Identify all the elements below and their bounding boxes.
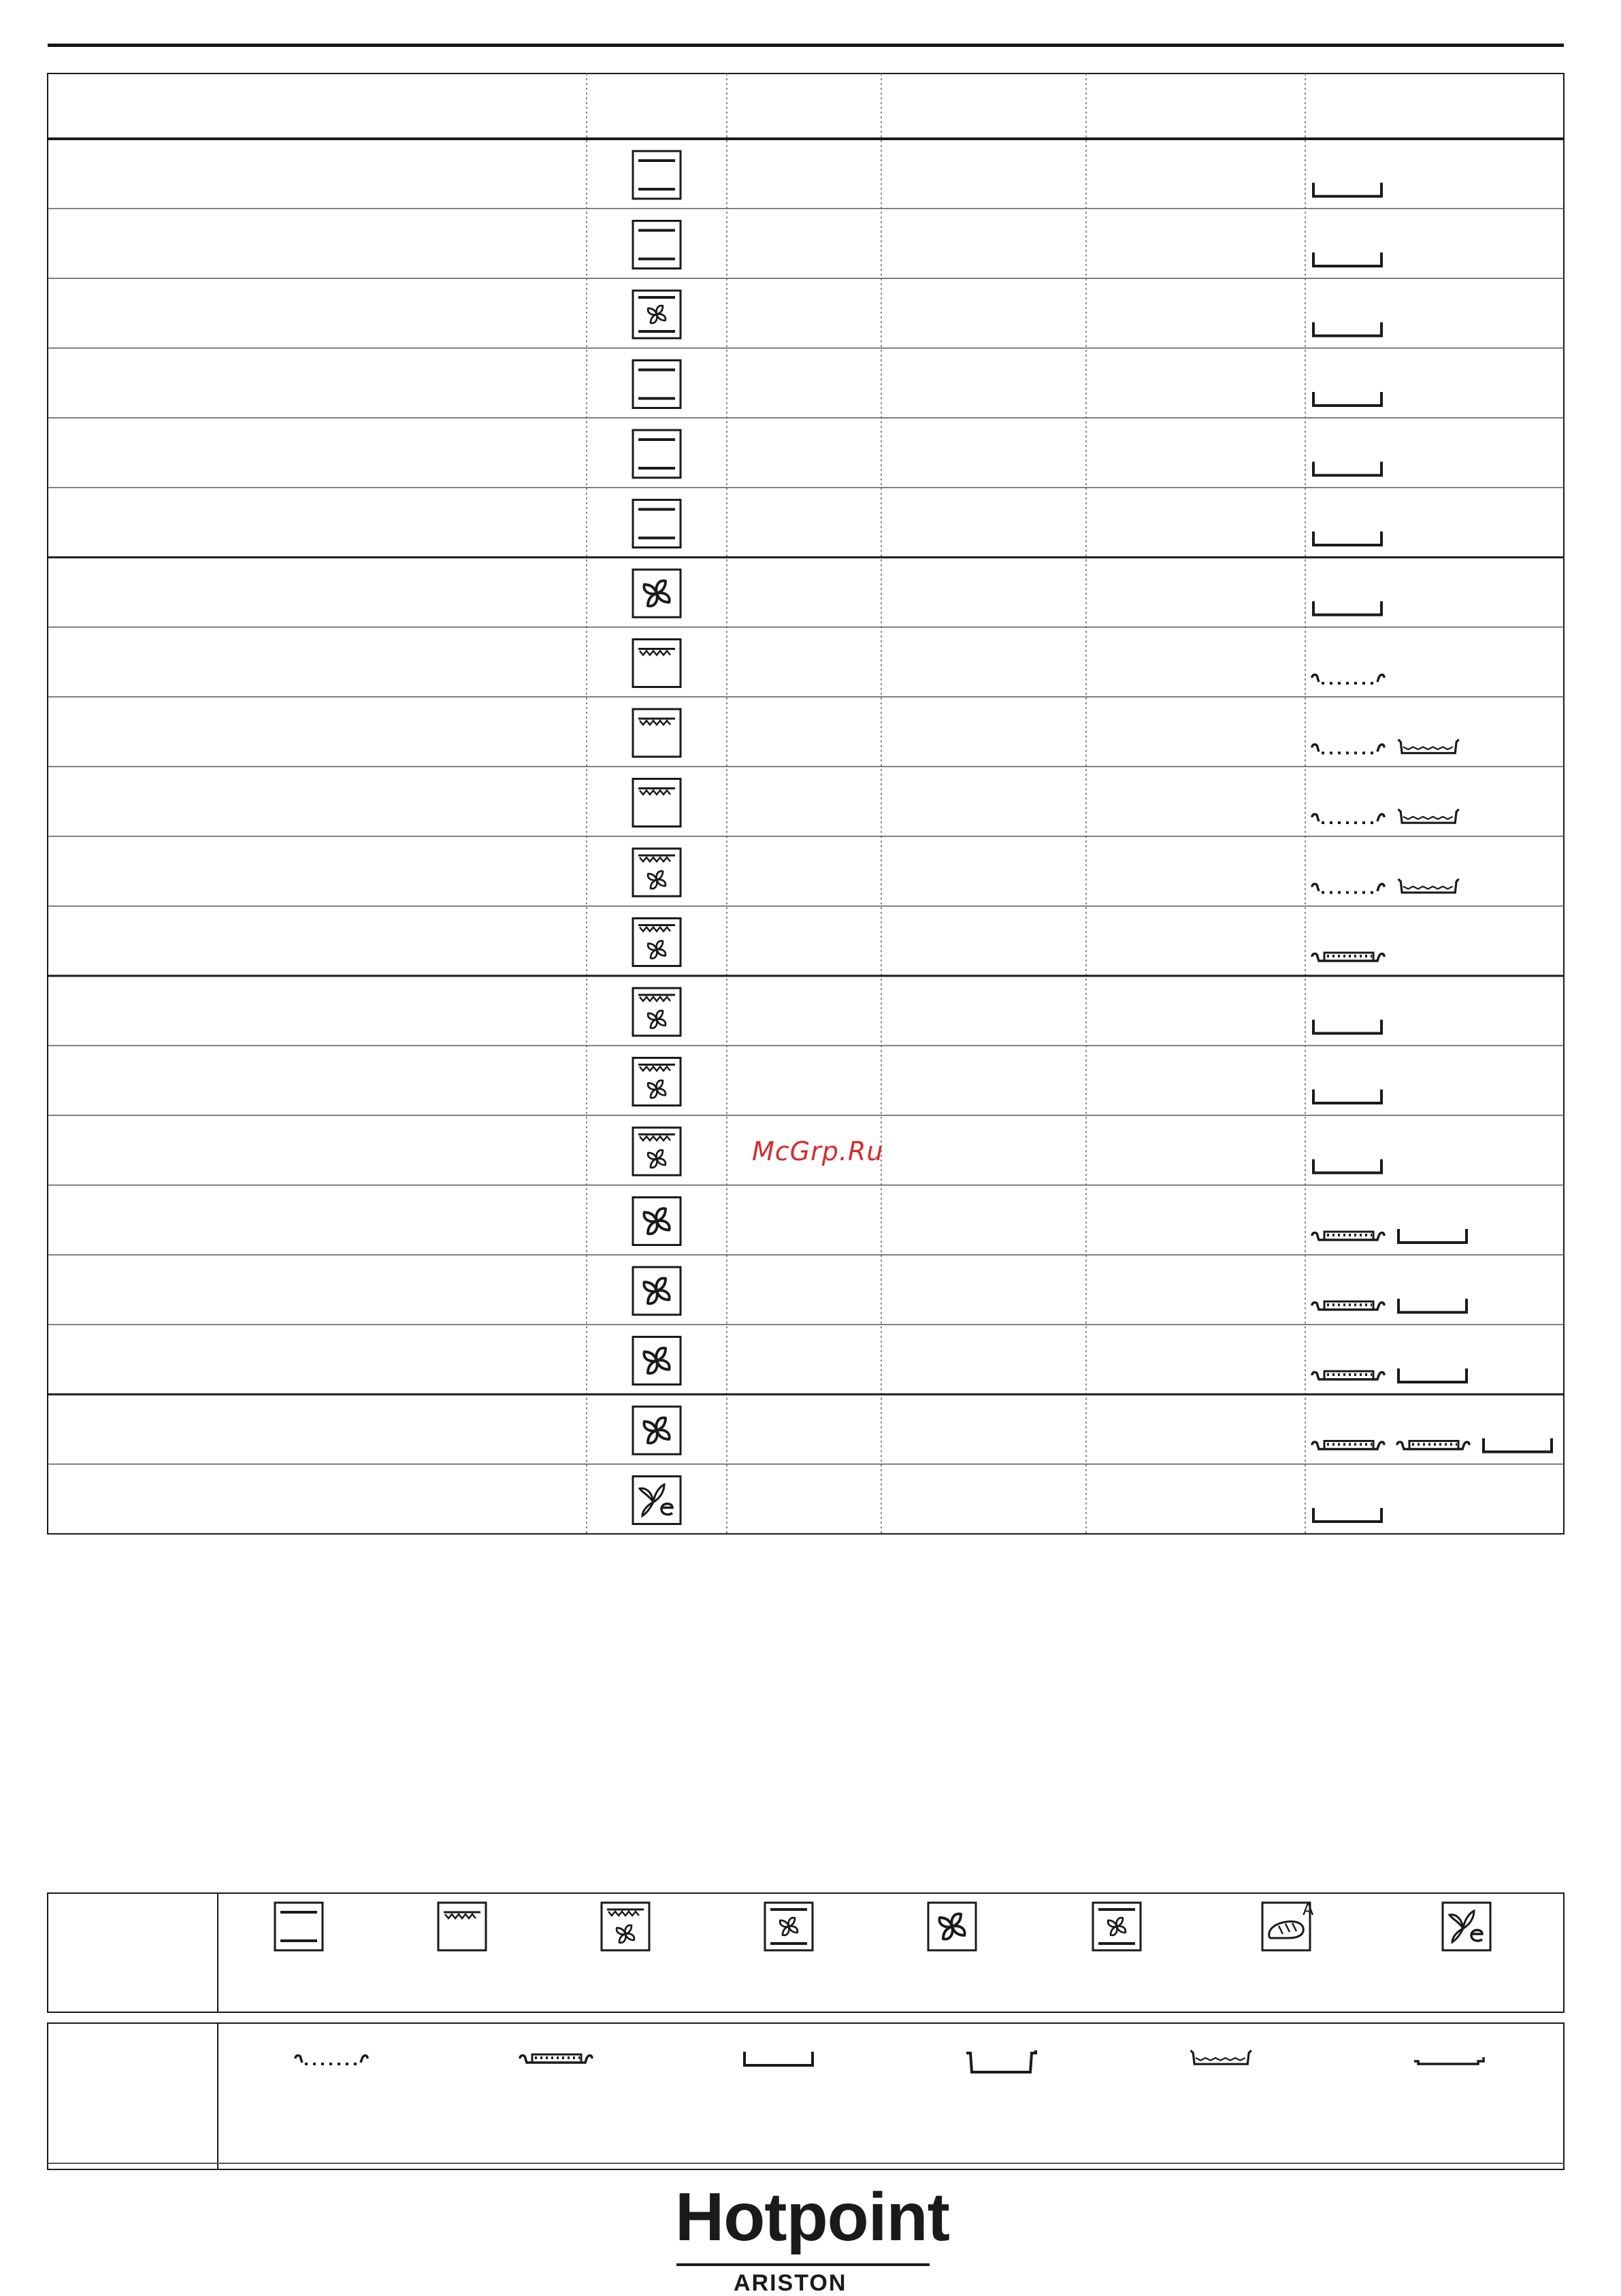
shelf-with-rack-icon	[1312, 1302, 1384, 1310]
table-row	[633, 640, 1384, 687]
conventional-icon	[633, 361, 681, 408]
table-row	[633, 1477, 1381, 1524]
tray-icon	[1313, 1160, 1381, 1173]
accessories-legend-border	[48, 2023, 1564, 2169]
tray-icon	[1313, 323, 1381, 336]
table-row	[633, 919, 1384, 966]
accessories-legend-table	[48, 2023, 1564, 2169]
grill-icon	[438, 1903, 486, 1950]
conventional-icon	[275, 1903, 323, 1950]
forced-air-icon	[633, 570, 681, 617]
tray-icon	[1398, 1368, 1467, 1382]
watermark-text: McGrp.Ru	[752, 1136, 884, 1166]
turbo-grill-icon	[633, 919, 681, 966]
turbo-grill-icon	[602, 1903, 649, 1950]
tray-icon	[1313, 462, 1381, 476]
shelf-with-rack-icon	[1312, 953, 1384, 961]
top-rule	[48, 44, 1564, 47]
tray-icon	[1313, 531, 1381, 545]
convection-bake-icon	[1093, 1903, 1141, 1950]
eco-forced-air-icon	[1443, 1903, 1490, 1950]
table-border	[48, 73, 1564, 1534]
turbo-grill-icon	[633, 1058, 681, 1106]
conventional-icon	[633, 430, 681, 478]
forced-air-icon	[928, 1903, 976, 1950]
brand-sub: ARISTON	[734, 2270, 847, 2296]
convection-bake-icon	[765, 1903, 813, 1950]
conventional-icon	[633, 500, 681, 548]
forced-air-icon	[633, 1198, 681, 1245]
conventional-icon	[633, 151, 681, 199]
baking-tray-icon	[1414, 2057, 1484, 2064]
table-row	[633, 1198, 1467, 1245]
table-row	[633, 849, 1459, 896]
deep-tray-icon	[966, 2050, 1036, 2072]
functions-legend-table	[48, 1893, 1564, 2012]
footer-rule	[48, 2163, 1564, 2164]
tray-icon	[744, 2052, 813, 2065]
table-row	[633, 1407, 1552, 1454]
tray-icon	[1398, 1229, 1467, 1243]
forced-air-icon	[633, 1267, 681, 1315]
tray-icon	[1313, 392, 1381, 406]
table-row	[633, 221, 1381, 269]
bread-badge: A	[1303, 1900, 1314, 1919]
drip-tray-icon	[1398, 879, 1459, 893]
drip-tray-icon	[1398, 809, 1459, 823]
forced-air-icon	[633, 1337, 681, 1385]
table-row	[633, 1337, 1467, 1385]
tray-icon	[1313, 602, 1381, 615]
tray-icon	[1313, 1508, 1381, 1522]
turbo-grill-icon	[633, 988, 681, 1036]
tray-icon	[1398, 1299, 1467, 1313]
drip-tray-icon	[1398, 740, 1459, 753]
grill-icon	[633, 640, 681, 687]
shelf-with-rack-icon	[520, 2054, 592, 2063]
table-row	[633, 1267, 1467, 1315]
forced-air-icon	[633, 1407, 681, 1454]
table-row	[633, 361, 1381, 408]
table-row	[633, 779, 1459, 827]
grill-icon	[633, 709, 681, 757]
wire-shelf-icon	[1312, 815, 1384, 823]
cooking-table	[48, 73, 1564, 1534]
shelf-with-rack-icon	[1312, 1232, 1384, 1240]
table-row	[633, 709, 1459, 757]
shelf-with-rack-icon	[1312, 1441, 1384, 1449]
turbo-grill-icon	[633, 1128, 681, 1175]
wire-shelf-icon	[1312, 675, 1384, 684]
convection-bake-icon	[633, 291, 681, 338]
table-row	[633, 291, 1381, 338]
drip-tray-icon	[1191, 2050, 1251, 2064]
tray-icon	[1484, 1439, 1552, 1452]
brand-rule	[676, 2263, 930, 2266]
brand-name: Hotpoint	[675, 2179, 949, 2255]
table-row	[633, 570, 1381, 617]
grill-icon	[633, 779, 681, 827]
table-row	[633, 988, 1381, 1036]
table-row	[633, 151, 1381, 199]
conventional-icon	[633, 221, 681, 269]
wire-shelf-icon	[1312, 884, 1384, 893]
wire-shelf-icon	[295, 2056, 367, 2065]
wire-shelf-icon	[1312, 744, 1384, 753]
tray-icon	[1313, 183, 1381, 197]
table-row	[633, 430, 1381, 478]
table-row	[633, 1128, 1381, 1175]
shelf-with-rack-icon	[1397, 1441, 1469, 1449]
table-row	[633, 1058, 1381, 1106]
tray-icon	[1313, 1089, 1381, 1103]
shelf-with-rack-icon	[1312, 1371, 1384, 1379]
tray-icon	[1313, 252, 1381, 266]
tray-icon	[1313, 1020, 1381, 1034]
turbo-grill-icon	[633, 849, 681, 896]
table-row	[633, 500, 1381, 548]
eco-forced-air-icon	[633, 1477, 681, 1524]
